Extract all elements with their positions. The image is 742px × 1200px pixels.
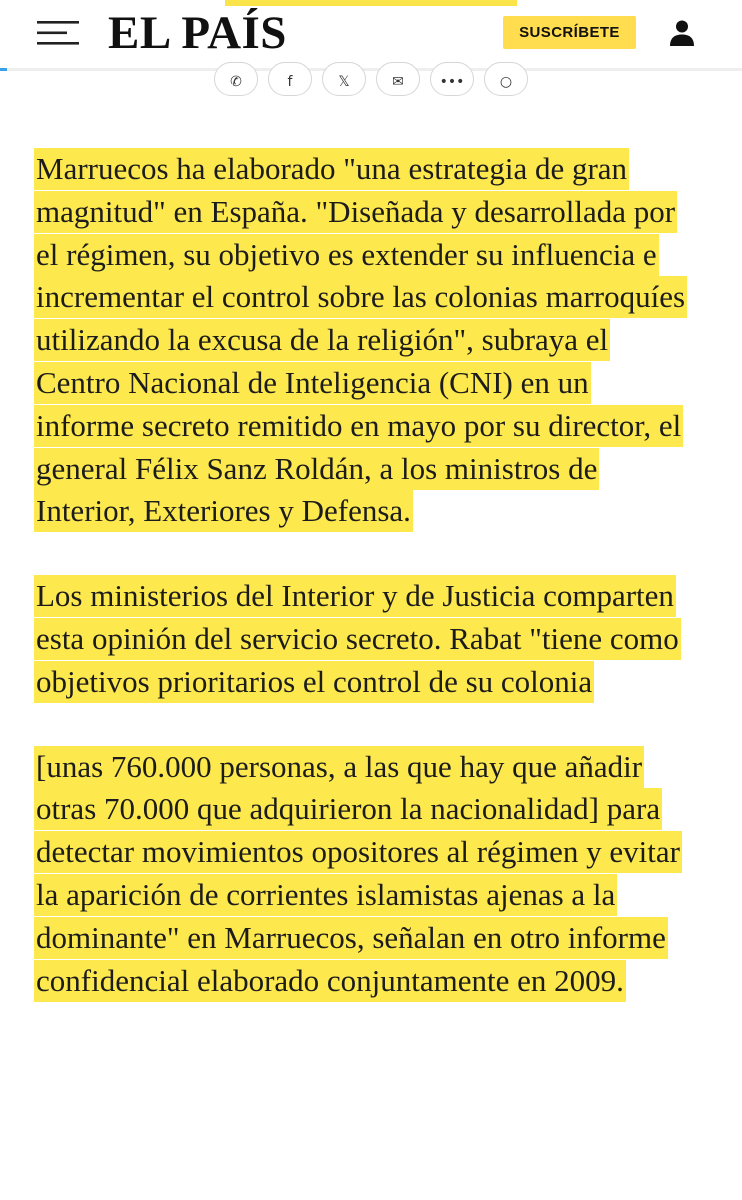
highlighted-text: Los ministerios del Interior y de Justicia comparten esta opinión del servicio secreto. Rabat "tiene como objetivos prioritarios el control de su colonia	[34, 575, 681, 703]
email-icon[interactable]: ✉	[376, 62, 420, 96]
user-account-icon[interactable]	[667, 19, 697, 47]
share-toolbar	[210, 60, 530, 100]
reading-progress-fill	[0, 68, 7, 71]
whatsapp-icon[interactable]: ✆	[214, 62, 258, 96]
more-icon[interactable]: •••	[430, 62, 474, 96]
article-body	[34, 148, 710, 1002]
comments-icon[interactable]: ○	[484, 62, 528, 96]
article-paragraph	[34, 575, 694, 703]
highlighted-text: Marruecos ha elaborado "una estrategia de gran magnitud" en España. "Diseñada y desarrollada por el régimen, su objetivo es extender su influencia e incrementar el control sobre las colonias marroquíes utilizando la excusa de la religión", subraya el Centro Nacional de Inteligencia (CNI) en un informe secreto remitido en mayo por su director, el general Félix Sanz Roldán, a los ministros de Interior, Exteriores y Defensa.	[34, 148, 687, 532]
article-paragraph	[34, 148, 694, 533]
facebook-icon[interactable]: f	[268, 62, 312, 96]
subscribe-button[interactable]: SUSCRÍBETE	[503, 16, 636, 49]
site-logo[interactable]: EL PAÍS	[108, 7, 287, 59]
highlighted-text: [unas 760.000 personas, a las que hay que añadir otras 70.000 que adquirieron la nacionalidad] para detectar movimientos opositores al régimen y evitar la aparición de corrientes islamistas ajenas a la dominante" en Marruecos, señalan en otro informe confidencial elaborado conjuntamente en 2009.	[34, 746, 682, 1002]
hamburger-menu-icon[interactable]	[37, 20, 79, 46]
article-paragraph	[34, 746, 694, 1003]
x-twitter-icon[interactable]: 𝕏	[322, 62, 366, 96]
